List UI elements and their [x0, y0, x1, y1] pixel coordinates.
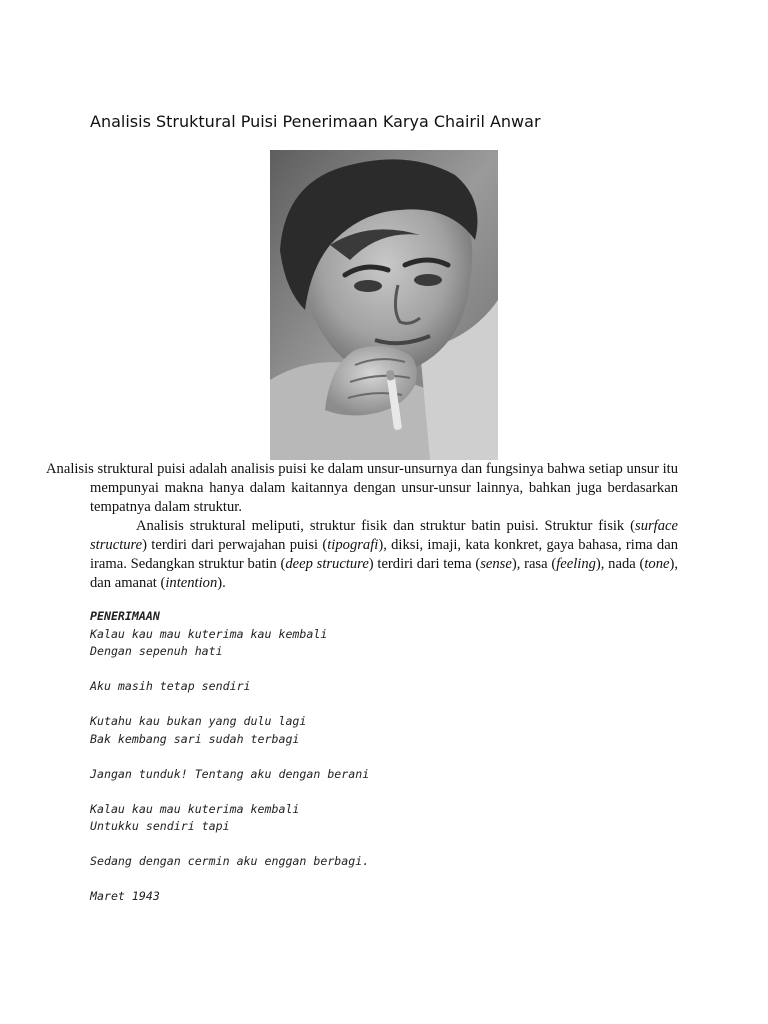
- portrait-illustration: [270, 150, 498, 460]
- stanza-gap: [90, 748, 369, 766]
- p2-text-8: ).: [217, 575, 226, 591]
- term-tone: tone: [644, 556, 670, 572]
- poem-line: Jangan tunduk! Tentang aku dengan berani: [90, 766, 370, 781]
- document-title: Analisis Struktural Puisi Penerimaan Karya Chairil Anwar: [90, 112, 541, 131]
- poem-line: Kutahu kau bukan yang dulu lagi: [90, 714, 307, 728]
- poem-line: Bak kembang sari sudah terbagi: [90, 731, 300, 746]
- term-feeling: feeling: [556, 556, 596, 572]
- intro-paragraph-1: Analisis struktural puisi adalah analisis puisi ke dalam unsur-unsurnya dan fungsinya bahwa setiap unsur itu mempunyai makna hanya dalam kaitannya dengan unsur-unsur lainnya, bahkan juga berdasarkan tempatnya dalam struktur.: [46, 461, 678, 515]
- stanza-gap: [90, 696, 369, 714]
- poem-line: Dengan sepenuh hati: [90, 644, 223, 658]
- intro-paragraph-2: [90, 517, 678, 593]
- poem-line: Kalau kau mau kuterima kau kembali: [90, 626, 328, 641]
- stanza-gap: [90, 783, 369, 801]
- term-intention: intention: [165, 575, 218, 591]
- poem-date: Maret 1943: [90, 889, 160, 903]
- p2-text-6: ), nada (: [595, 556, 645, 572]
- p2-text-3: ), diksi, imaji, kata konkret, gaya bahasa, rima dan irama. Sedangkan struktur batin (: [90, 537, 678, 572]
- author-portrait-photo: [270, 150, 498, 460]
- term-surface-structure: surface structure: [90, 518, 678, 553]
- poem-line: Kalau kau mau kuterima kembali: [90, 801, 300, 816]
- stanza-gap: [90, 661, 369, 679]
- term-deep-structure: deep structure: [285, 556, 369, 572]
- poem-line: Untukku sendiri tapi: [90, 819, 230, 833]
- stanza-gap: [90, 871, 369, 889]
- p2-text-5: ), rasa (: [511, 556, 557, 572]
- p2-text-7: ), dan amanat (: [90, 556, 678, 591]
- body-text: [46, 460, 678, 593]
- poem: [90, 608, 369, 906]
- term-sense: sense: [480, 556, 512, 572]
- poem-title: PENERIMAAN: [90, 609, 160, 623]
- p2-text-2: ) terdiri dari perwajahan puisi (: [142, 537, 328, 553]
- poem-line: Sedang dengan cermin aku enggan berbagi.: [90, 854, 370, 868]
- p2-text-1: Analisis struktural meliputi, struktur fisik dan struktur batin puisi. Struktur fisik (: [136, 518, 636, 534]
- term-tipografi: tipografi: [327, 537, 379, 553]
- stanza-gap: [90, 836, 369, 854]
- p2-text-4: ) terdiri dari tema (: [368, 556, 481, 572]
- poem-line: Aku masih tetap sendiri: [90, 679, 251, 693]
